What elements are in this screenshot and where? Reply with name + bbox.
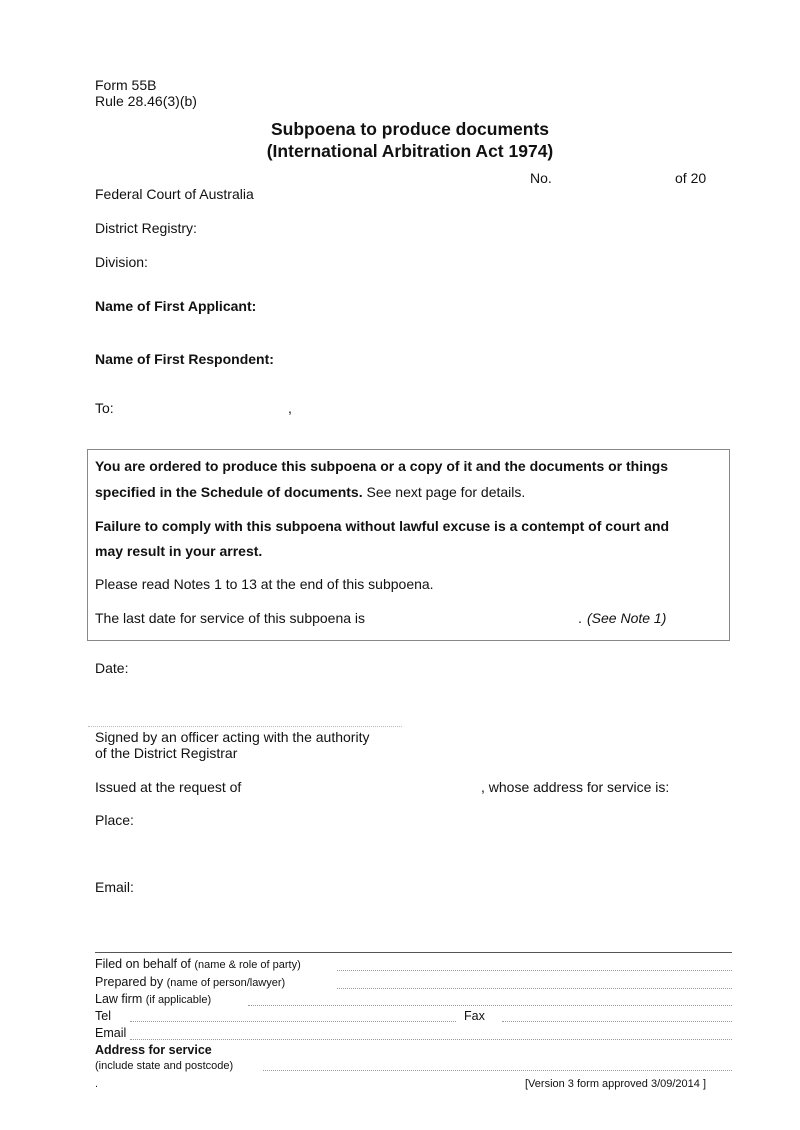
notice-arrest-line: may result in your arrest.	[95, 543, 263, 559]
notice-schedule-bold: specified in the Schedule of documents.	[95, 484, 363, 500]
filed-on-behalf-label	[95, 956, 301, 974]
signed-by-line2: of the District Registrar	[95, 745, 238, 761]
document-title: Subpoena to produce documents	[270, 119, 550, 139]
email-label: Email:	[95, 879, 134, 895]
prepared-by-label	[95, 974, 285, 992]
date-label: Date:	[95, 660, 129, 676]
case-number-label: No.	[530, 170, 552, 186]
address-for-service-label: , whose address for service is:	[481, 779, 670, 795]
footer-top-rule	[95, 952, 732, 953]
law-firm-label	[95, 991, 211, 1009]
notice-schedule-rest: See next page for details.	[362, 484, 526, 500]
address-for-service-heading: Address for service	[95, 1043, 212, 1057]
prepared-by-hint: (name of person/lawyer)	[166, 977, 286, 989]
to-comma: ,	[288, 400, 292, 416]
form-version: [Version 3 form approved 3/09/2014 ]	[525, 1078, 707, 1090]
court-name: Federal Court of Australia	[95, 186, 254, 202]
signed-by-line1: Signed by an officer acting with the authority	[95, 729, 370, 745]
document-subtitle: (International Arbitration Act 1974)	[266, 141, 554, 161]
notice-read-notes: Please read Notes 1 to 13 at the end of this subpoena.	[95, 576, 434, 592]
filed-on-behalf-hint: (name & role of party)	[194, 959, 301, 971]
place-label: Place:	[95, 812, 134, 828]
fax-label: Fax	[464, 1009, 485, 1023]
notice-last-service-date: The last date for service of this subpoena is	[95, 610, 366, 626]
division-label: Division:	[95, 254, 148, 270]
notice-contempt-line: Failure to comply with this subpoena without lawful excuse is a contempt of court and	[95, 518, 670, 534]
footer-email-label: Email	[95, 1026, 127, 1040]
signature-line	[88, 726, 402, 727]
case-year-label: of 20	[675, 170, 707, 186]
tel-field[interactable]	[130, 1021, 456, 1022]
address-for-service-field[interactable]	[263, 1070, 732, 1071]
notice-service-dot: .	[578, 610, 582, 626]
issued-at-request-label: Issued at the request of	[95, 779, 242, 795]
first-applicant-label: Name of First Applicant:	[95, 298, 257, 314]
filed-on-behalf-field[interactable]	[337, 970, 732, 971]
district-registry-label: District Registry:	[95, 220, 197, 236]
prepared-by-text: Prepared by	[95, 975, 164, 989]
to-label: To:	[95, 400, 114, 416]
footer-dot: .	[95, 1078, 99, 1090]
notice-schedule-line	[95, 484, 525, 501]
rule-reference: Rule 28.46(3)(b)	[95, 93, 197, 109]
form-number: Form 55B	[95, 77, 157, 93]
filed-on-behalf-text: Filed on behalf of	[95, 957, 191, 971]
notice-order-line: You are ordered to produce this subpoena or a copy of it and the documents or things	[95, 458, 669, 474]
notice-see-note: (See Note 1)	[587, 610, 667, 626]
law-firm-hint: (if applicable)	[145, 994, 212, 1006]
law-firm-text: Law firm	[95, 992, 143, 1006]
footer-email-field[interactable]	[130, 1039, 732, 1040]
address-for-service-hint: (include state and postcode)	[95, 1060, 234, 1072]
fax-field[interactable]	[502, 1021, 732, 1022]
tel-label: Tel	[95, 1009, 111, 1023]
first-respondent-label: Name of First Respondent:	[95, 351, 274, 367]
law-firm-field[interactable]	[248, 1005, 732, 1006]
prepared-by-field[interactable]	[337, 988, 732, 989]
